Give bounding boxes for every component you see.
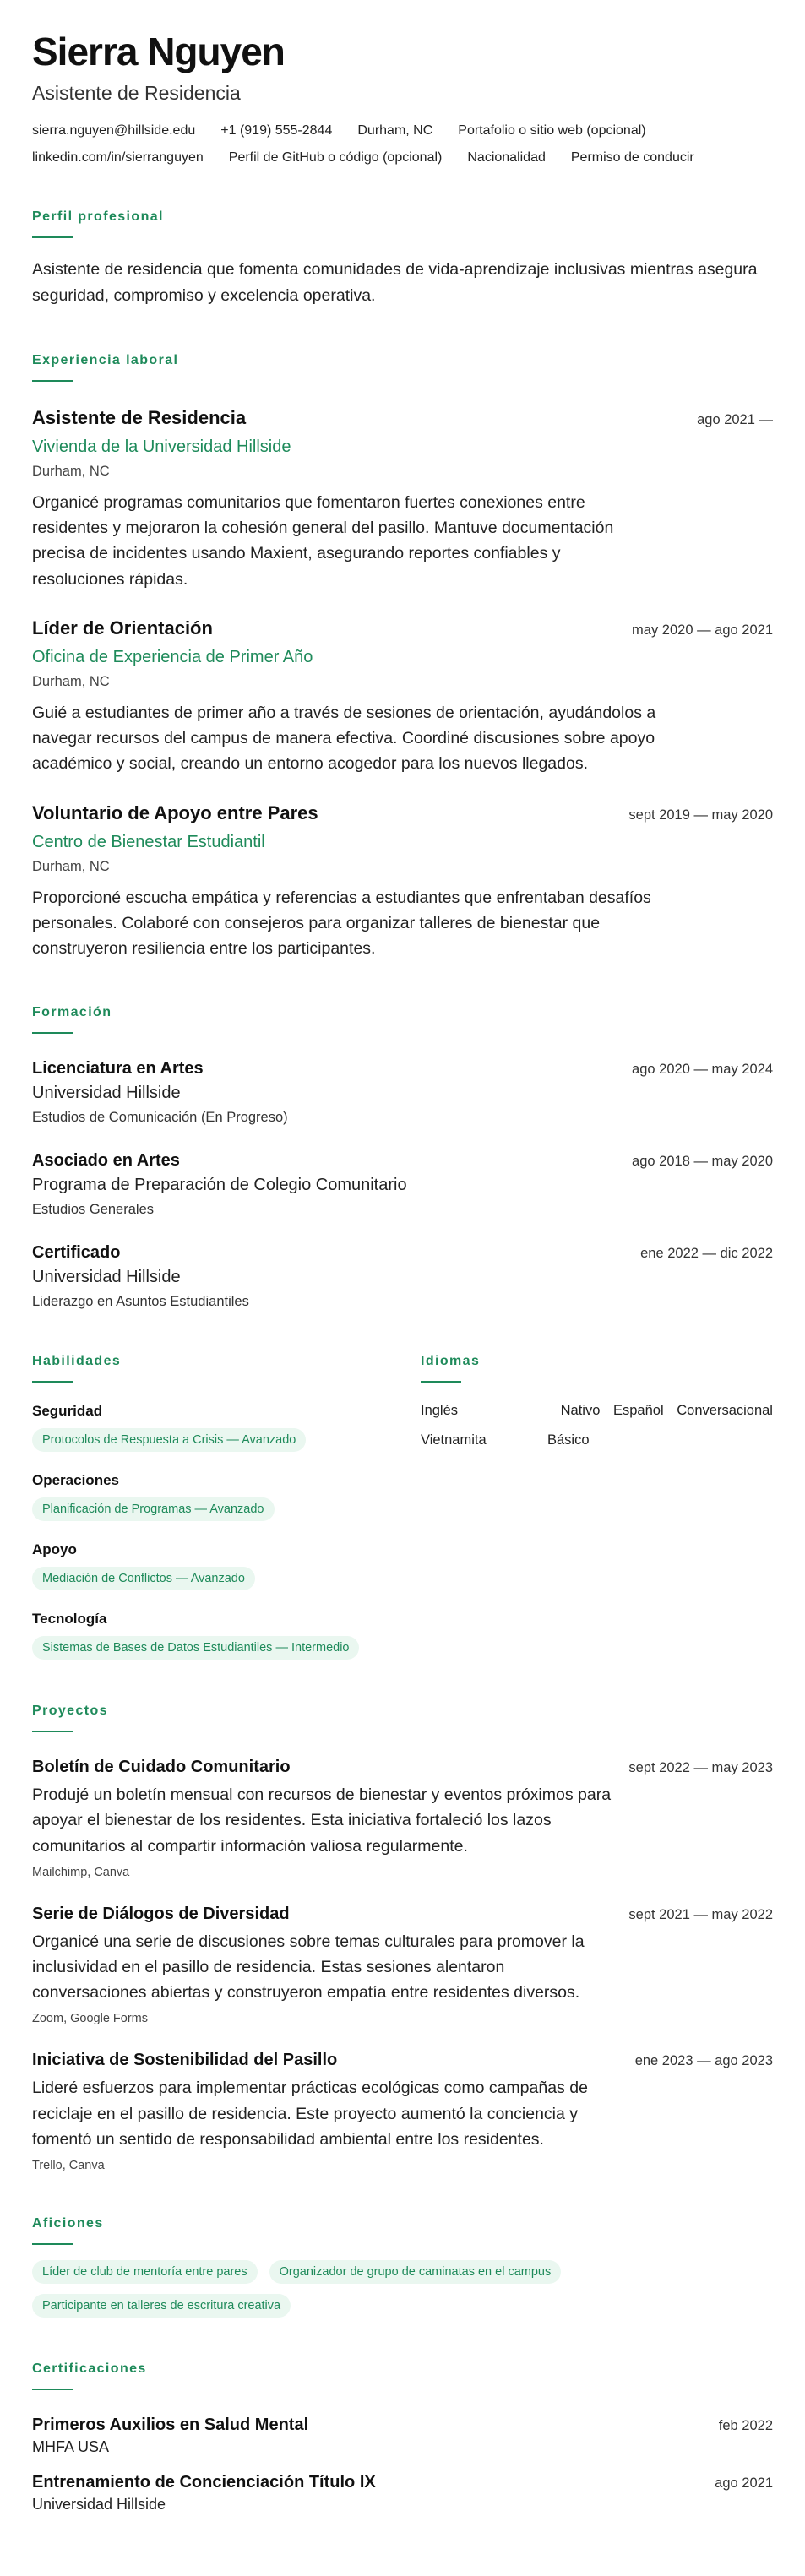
degree-detail: Liderazgo en Asuntos Estudiantiles: [32, 1294, 249, 1310]
language-name: Inglés: [421, 1403, 459, 1419]
project-tools: Zoom, Google Forms: [32, 2012, 148, 2026]
section-title: Certificaciones: [32, 2361, 147, 2377]
language-row: [421, 1432, 773, 1448]
hobby-chip: Organizador de grupo de caminatas en el campus: [269, 2260, 562, 2284]
certifications-section: [32, 2361, 773, 2514]
skill-group: [32, 1403, 421, 1452]
candidate-role: Asistente de Residencia: [32, 81, 241, 104]
certification-date: ago 2021: [715, 2475, 773, 2492]
contact-list: [32, 123, 773, 166]
section-title: Habilidades: [32, 1354, 122, 1369]
education-section: [32, 1005, 773, 1310]
hobby-list: [32, 2260, 623, 2318]
degree-detail: Estudios de Comunicación (En Progreso): [32, 1110, 288, 1126]
job-location: Durham, NC: [32, 858, 110, 874]
contact-portfolio[interactable]: Portafolio o sitio web (opcional): [458, 122, 646, 138]
job-description: Proporcioné escucha empática y referencias a estudiantes que enfrentaban desafíos personales. Colaboré con consejeros para organizar talleres de bienestar que construyeron resiliencia entre los participantes.: [32, 888, 651, 958]
projects-section: [32, 1704, 773, 2172]
job-description: Organicé programas comunitarios que fomentaron fuertes conexiones entre residentes y mejoraron la cohesión general del pasillo. Mantuve documentación precisa de incidentes usando Maxient, asegurando reportes confiables y resoluciones rápidas.: [32, 492, 614, 589]
certification-date: feb 2022: [718, 2418, 773, 2434]
section-title: Experiencia laboral: [32, 352, 179, 367]
section-divider: [32, 1731, 73, 1732]
degree-title: Licenciatura en Artes: [32, 1059, 204, 1079]
experience-section: [32, 353, 773, 961]
degree-title: Asociado en Artes: [32, 1151, 180, 1171]
skill-category: Apoyo: [32, 1541, 77, 1558]
experience-entry: [32, 802, 773, 962]
project-date: ene 2023 — ago 2023: [634, 2053, 773, 2069]
contact-email[interactable]: sierra.nguyen@hillside.edu: [32, 122, 196, 138]
language-name: Vietnamita: [421, 1432, 487, 1448]
hobbies-section: [32, 2216, 773, 2318]
profile-section: [32, 209, 773, 309]
section-title: Proyectos: [32, 1704, 108, 1719]
skill-group: [32, 1541, 421, 1590]
job-date: may 2020 — ago 2021: [632, 622, 773, 638]
job-organization: Centro de Bienestar Estudiantil: [32, 832, 265, 851]
skill-group: [32, 1472, 421, 1521]
section-title: Aficiones: [32, 2216, 104, 2231]
language-level: Conversacional: [677, 1403, 773, 1419]
section-divider: [32, 1032, 73, 1034]
language-row: [421, 1403, 773, 1419]
job-location: Durham, NC: [32, 463, 110, 479]
section-title: Idiomas: [421, 1354, 481, 1369]
contact-github[interactable]: Perfil de GitHub o código (opcional): [228, 149, 443, 165]
degree-date: ene 2022 — dic 2022: [640, 1246, 773, 1262]
project-description: Organicé una serie de discusiones sobre temas culturales para promover la inclusividad en el pasillo de residencia. Estas sesiones alentaron conversaciones abiertas y construyeron empatía entre residentes diversos.: [32, 1932, 585, 2003]
education-entry: [32, 1243, 773, 1310]
skill-chip: Sistemas de Bases de Datos Estudiantiles — Intermedio: [32, 1636, 359, 1660]
skill-chip: Protocolos de Respuesta a Crisis — Avanzado: [32, 1428, 306, 1452]
certification-entry: [32, 2416, 773, 2456]
section-divider: [32, 2389, 73, 2390]
degree-detail: Estudios Generales: [32, 1202, 154, 1218]
project-entry: [32, 1905, 773, 2026]
job-title: Asistente de Residencia: [32, 406, 247, 428]
skill-chip: Planificación de Programas — Avanzado: [32, 1497, 275, 1521]
school-name: Universidad Hillside: [32, 1084, 181, 1103]
skill-category: Operaciones: [32, 1472, 119, 1489]
education-entry: [32, 1059, 773, 1126]
language-name: Español: [613, 1403, 664, 1419]
project-title: Iniciativa de Sostenibilidad del Pasillo: [32, 2051, 338, 2070]
job-date: ago 2021 —: [697, 411, 773, 427]
project-tools: Mailchimp, Canva: [32, 1865, 130, 1879]
project-date: sept 2022 — may 2023: [628, 1760, 773, 1776]
certification-issuer: MHFA USA: [32, 2438, 110, 2456]
skill-category: Seguridad: [32, 1403, 103, 1420]
languages-section: [421, 1354, 773, 1660]
skill-chip: Mediación de Conflictos — Avanzado: [32, 1567, 255, 1590]
hobby-chip: Participante en talleres de escritura creativa: [32, 2294, 291, 2318]
language-level: Nativo: [560, 1403, 601, 1419]
contact-nationality: Nacionalidad: [467, 149, 546, 165]
section-divider: [421, 1381, 461, 1383]
project-description: Produjé un boletín mensual con recursos de bienestar y eventos próximos para apoyar el bienestar de los residentes. Esta iniciativa fortaleció los lazos comunitarios al compartir información valiosa regularmente.: [32, 1785, 612, 1856]
section-title: Perfil profesional: [32, 209, 164, 224]
skill-category: Tecnología: [32, 1611, 107, 1628]
certification-title: Entrenamiento de Concienciación Título IX: [32, 2473, 376, 2492]
job-location: Durham, NC: [32, 673, 110, 689]
job-organization: Oficina de Experiencia de Primer Año: [32, 647, 313, 666]
hobby-chip: Líder de club de mentoría entre pares: [32, 2260, 258, 2284]
degree-date: ago 2020 — may 2024: [632, 1062, 773, 1078]
section-divider: [32, 1381, 73, 1383]
contact-location: Durham, NC: [357, 122, 433, 138]
skills-languages-row: [32, 1354, 773, 1660]
project-title: Boletín de Cuidado Comunitario: [32, 1758, 291, 1777]
project-tools: Trello, Canva: [32, 2159, 105, 2173]
job-date: sept 2019 — may 2020: [628, 807, 773, 823]
education-entry: [32, 1151, 773, 1218]
section-title: Formación: [32, 1005, 112, 1020]
section-divider: [32, 380, 73, 382]
certification-title: Primeros Auxilios en Salud Mental: [32, 2416, 309, 2435]
degree-title: Certificado: [32, 1243, 121, 1263]
project-date: sept 2021 — may 2022: [628, 1906, 773, 1922]
profile-summary: Asistente de residencia que fomenta comunidades de vida-aprendizaje inclusivas mientras asegura seguridad, compromiso y excelencia operativa.: [32, 259, 758, 305]
experience-entry: [32, 617, 773, 777]
certification-entry: [32, 2473, 773, 2514]
job-description: Guié a estudiantes de primer año a través de sesiones de orientación, ayudándolos a navegar recursos del campus de manera efectiva. Coordiné discusiones sobre apoyo académico y social, creando un entorno acogedor para los nuevos llegados.: [32, 703, 656, 774]
project-entry: [32, 1758, 773, 1879]
job-title: Voluntario de Apoyo entre Pares: [32, 802, 318, 823]
section-divider: [32, 236, 73, 238]
school-name: Programa de Preparación de Colegio Comunitario: [32, 1176, 407, 1195]
skills-section: [32, 1354, 421, 1660]
contact-phone[interactable]: +1 (919) 555-2844: [220, 122, 333, 138]
certification-issuer: Universidad Hillside: [32, 2496, 166, 2514]
section-divider: [32, 2243, 73, 2245]
degree-date: ago 2018 — may 2020: [632, 1154, 773, 1170]
candidate-name: Sierra Nguyen: [32, 30, 285, 73]
experience-entry: [32, 407, 773, 592]
skill-group: [32, 1611, 421, 1660]
project-title: Serie de Diálogos de Diversidad: [32, 1904, 290, 1923]
job-title: Líder de Orientación: [32, 617, 213, 639]
project-entry: [32, 2051, 773, 2172]
contact-linkedin[interactable]: linkedin.com/in/sierranguyen: [32, 149, 204, 165]
school-name: Universidad Hillside: [32, 1268, 181, 1287]
contact-driving-license: Permiso de conducir: [570, 149, 694, 165]
language-level: Básico: [547, 1432, 590, 1448]
job-organization: Vivienda de la Universidad Hillside: [32, 437, 291, 456]
project-description: Lideré esfuerzos para implementar prácticas ecológicas como campañas de reciclaje en el pasillo de residencia. Este proyecto aumentó la conciencia y fomentó un sentido de responsabilidad ambiental entre los residentes.: [32, 2079, 588, 2149]
